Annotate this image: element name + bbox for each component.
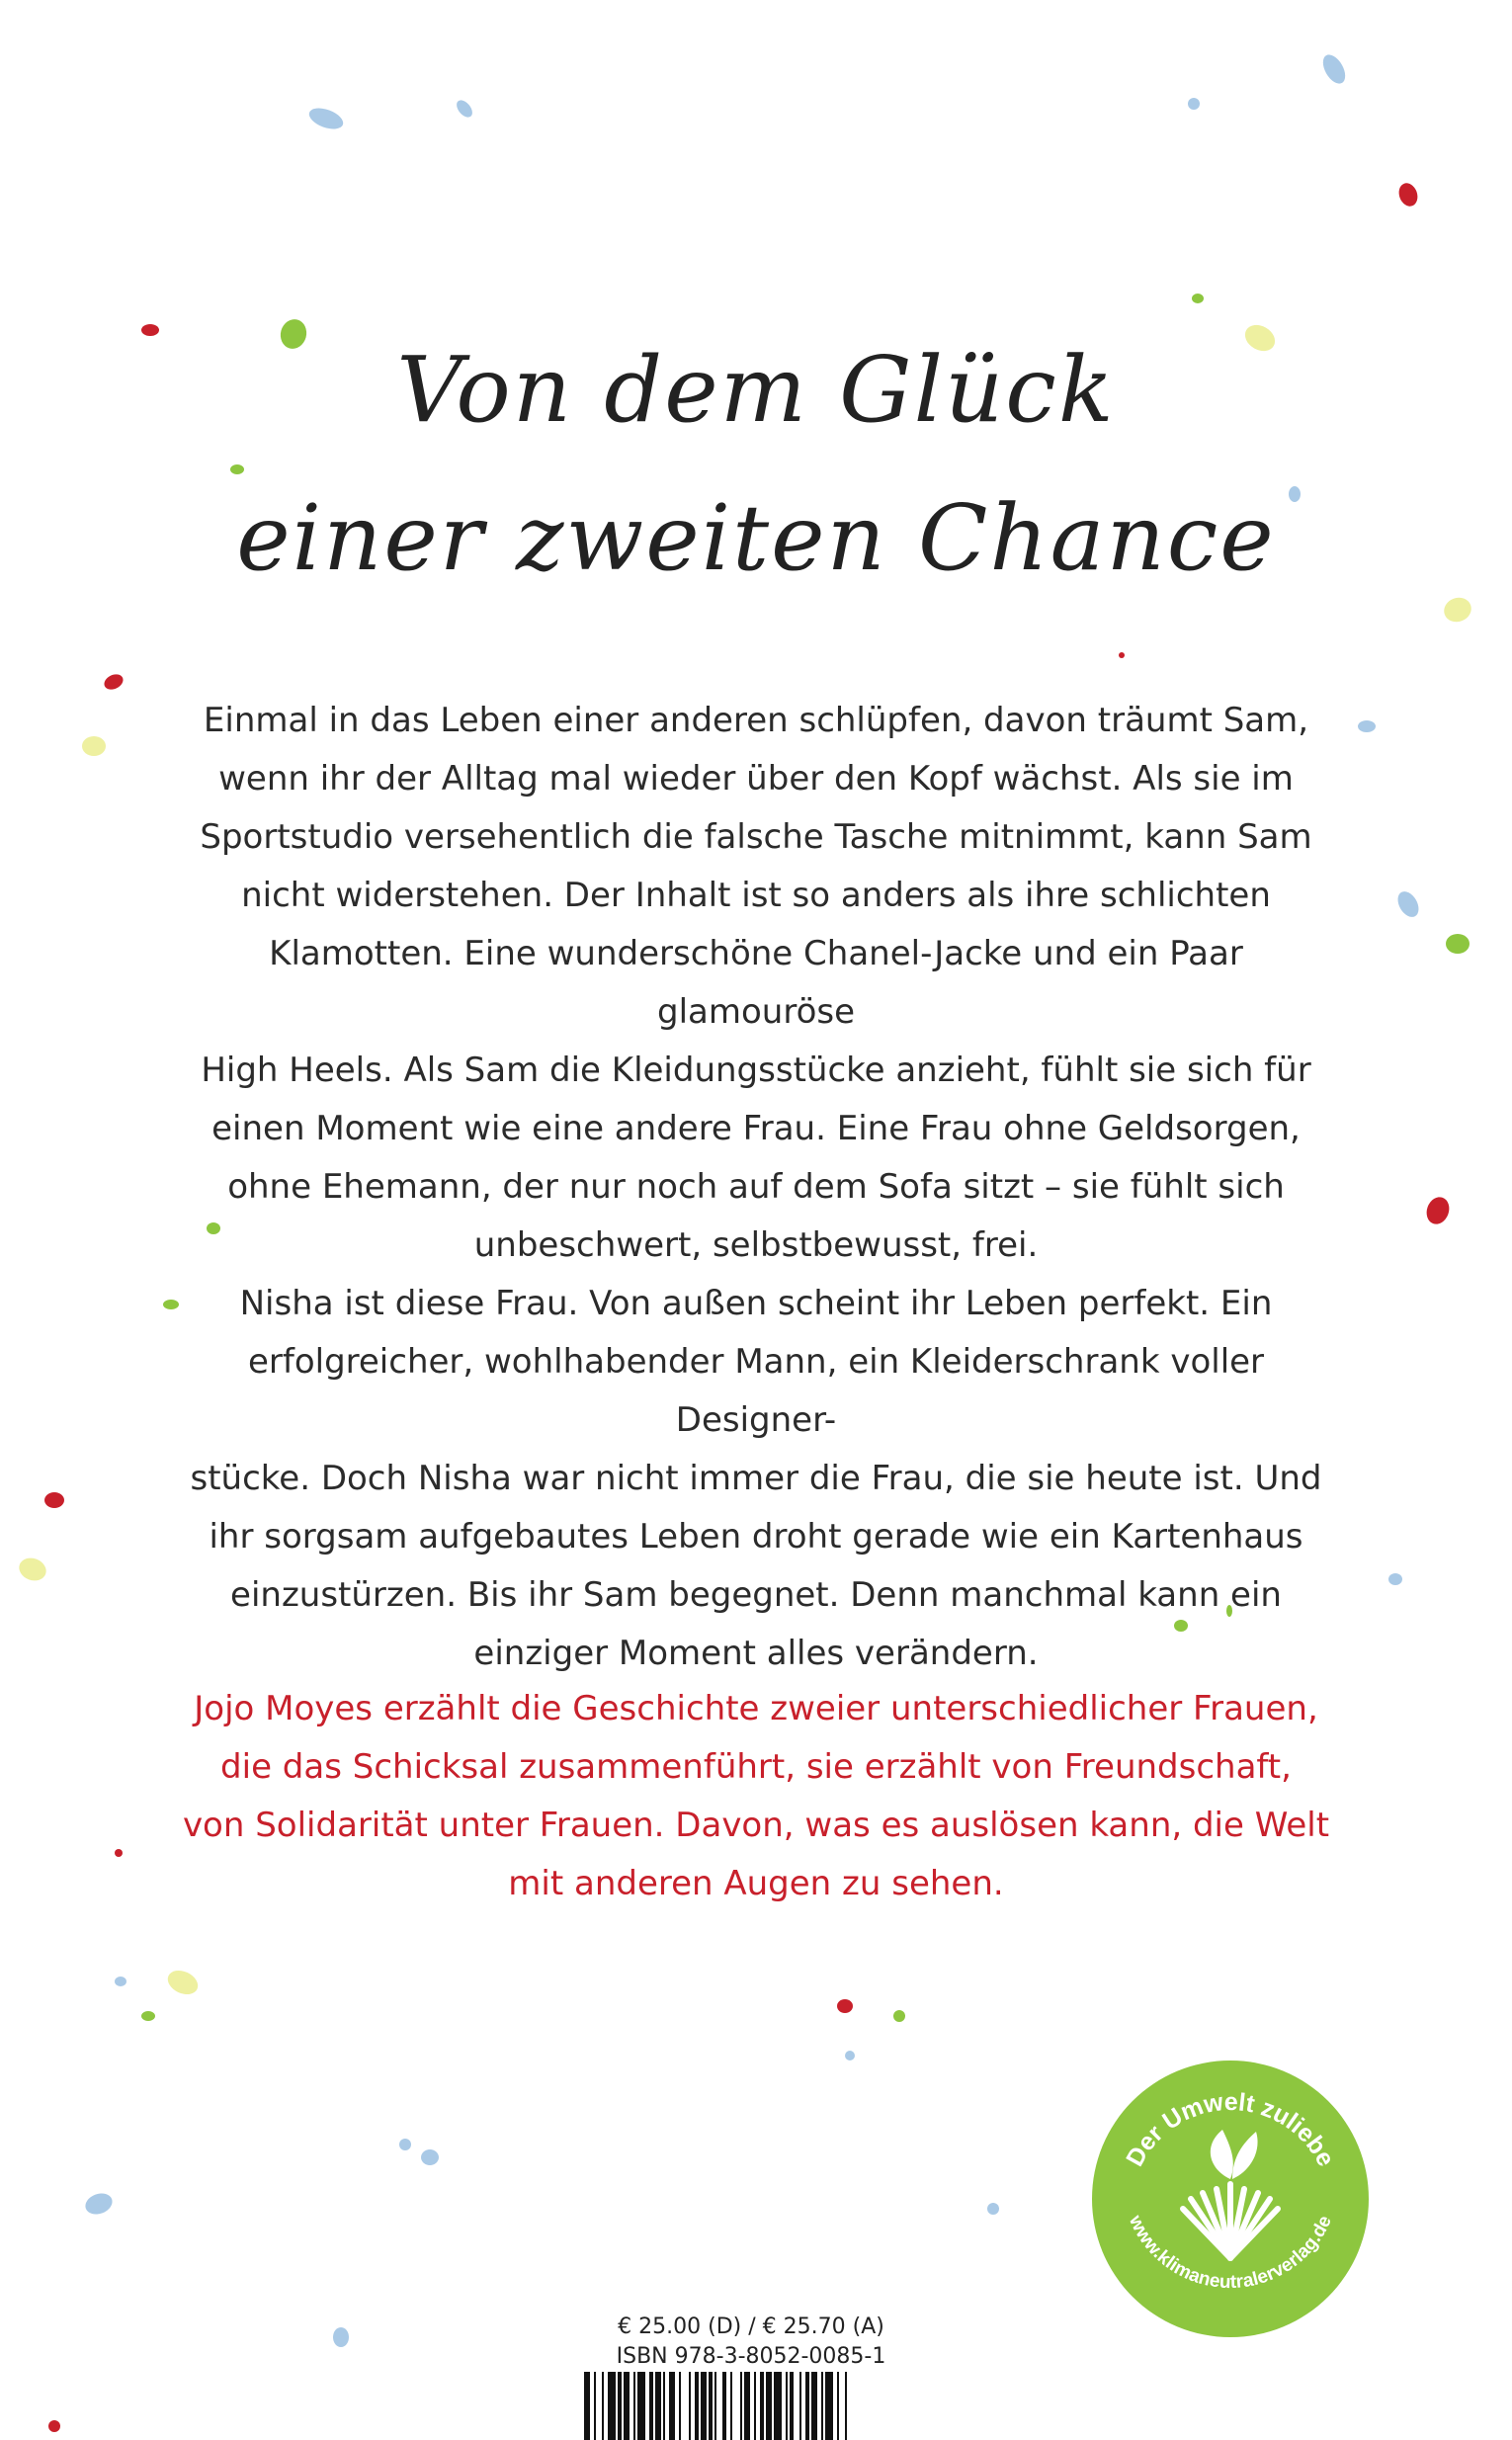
barcode-bar [722, 2372, 726, 2440]
barcode-bar [602, 2372, 604, 2440]
text-line: einziger Moment alles verändern. [473, 1634, 1039, 1673]
book-leaf-icon [1183, 2130, 1278, 2258]
text-line: erfolgreicher, wohlhabender Mann, ein Kleiderschrank voller Designer- [247, 1342, 1265, 1440]
barcode-bar [740, 2372, 742, 2440]
barcode-bar [837, 2372, 839, 2440]
badge-text-bottom: www.klimaneutralerverlag.de [1124, 2212, 1336, 2294]
text-line: Einmal in das Leben einer anderen schlüpfen, davon träumt Sam, [203, 701, 1309, 740]
blurb-paragraph-2 [168, 1275, 1344, 1683]
barcode-bar [774, 2372, 782, 2440]
text-line: High Heels. Als Sam die Kleidungsstücke anzieht, fühlt sie sich für [201, 1051, 1311, 1090]
text-line: die das Schicksal zusammenführt, sie erzählt von Freundschaft, [220, 1747, 1292, 1787]
text-line: Nisha ist diese Frau. Von außen scheint ihr Leben perfekt. Ein [239, 1284, 1273, 1323]
badge-graphic [1092, 2061, 1369, 2337]
barcode-bar [584, 2372, 590, 2440]
barcode-bar [701, 2372, 707, 2440]
barcode-bar [811, 2372, 817, 2440]
text-line: einzustürzen. Bis ihr Sam begegnet. Denn manchmal kann ein [230, 1575, 1282, 1615]
barcode-bar [637, 2372, 645, 2440]
barcode-bar [633, 2372, 635, 2440]
barcode-bar [754, 2372, 756, 2440]
barcode [584, 2372, 918, 2440]
headline [198, 316, 1314, 613]
headline-line-2: einer zweiten Chance [236, 485, 1276, 591]
text-line: von Solidarität unter Frauen. Davon, was es auslösen kann, die Welt [182, 1806, 1330, 1845]
barcode-bar [709, 2372, 713, 2440]
text-line: wenn ihr der Alltag mal wieder über den Kopf wächst. Als sie im [218, 759, 1294, 799]
barcode-bar [649, 2372, 653, 2440]
text-line: Sportstudio versehentlich die falsche Tasche mitnimmt, kann Sam [200, 817, 1312, 857]
author-paragraph [168, 1680, 1344, 1913]
barcode-bar [695, 2372, 699, 2440]
barcode-bar [663, 2372, 665, 2440]
text-line: mit anderen Augen zu sehen. [508, 1864, 1004, 1903]
text-line: Jojo Moyes erzählt die Geschichte zweier unterschiedlicher Frauen, [194, 1689, 1318, 1728]
text-line: stücke. Doch Nisha war nicht immer die Frau, die sie heute ist. Und [190, 1459, 1322, 1498]
barcode-bar [608, 2372, 616, 2440]
barcode-bar [825, 2372, 833, 2440]
barcode-bar [679, 2372, 681, 2440]
barcode-bar [594, 2372, 596, 2440]
text-line: ohne Ehemann, der nur noch auf dem Sofa sitzt – sie fühlt sich [227, 1167, 1285, 1207]
barcode-bar [655, 2372, 661, 2440]
barcode-bar [730, 2372, 732, 2440]
barcode-bar [618, 2372, 622, 2440]
text-line: einen Moment wie eine andere Frau. Eine Frau ohne Geldsorgen, [211, 1109, 1301, 1148]
barcode-bar [766, 2372, 772, 2440]
barcode-bar [799, 2372, 801, 2440]
barcode-bar [669, 2372, 675, 2440]
barcode-bar [760, 2372, 764, 2440]
climate-neutral-badge [1092, 2061, 1369, 2337]
barcode-bar [744, 2372, 750, 2440]
barcode-bar [689, 2372, 691, 2440]
barcode-bar [624, 2372, 630, 2440]
text-line: nicht widerstehen. Der Inhalt ist so anders als ihre schlichten [241, 876, 1271, 915]
text-line: unbeschwert, selbstbewusst, frei. [473, 1225, 1039, 1265]
text-line: Klamotten. Eine wunderschöne Chanel-Jacke und ein Paar glamouröse [269, 934, 1243, 1032]
barcode-bar [790, 2372, 794, 2440]
headline-line-1: Von dem Glück [396, 337, 1116, 443]
blurb-paragraph-1 [168, 692, 1344, 1275]
text-line: ihr sorgsam aufgebautes Leben droht gerade wie ein Kartenhaus [209, 1517, 1303, 1557]
price-line: € 25.00 (D) / € 25.70 (A) [618, 2314, 884, 2339]
barcode-bar [805, 2372, 809, 2440]
barcode-bar [714, 2372, 716, 2440]
isbn-line: ISBN 978-3-8052-0085-1 [616, 2344, 886, 2369]
barcode-bar [786, 2372, 788, 2440]
badge-text-top: Der Umwelt zuliebe [1121, 2087, 1340, 2171]
barcode-bar [821, 2372, 823, 2440]
price-block [553, 2313, 949, 2372]
barcode-bar [845, 2372, 847, 2440]
